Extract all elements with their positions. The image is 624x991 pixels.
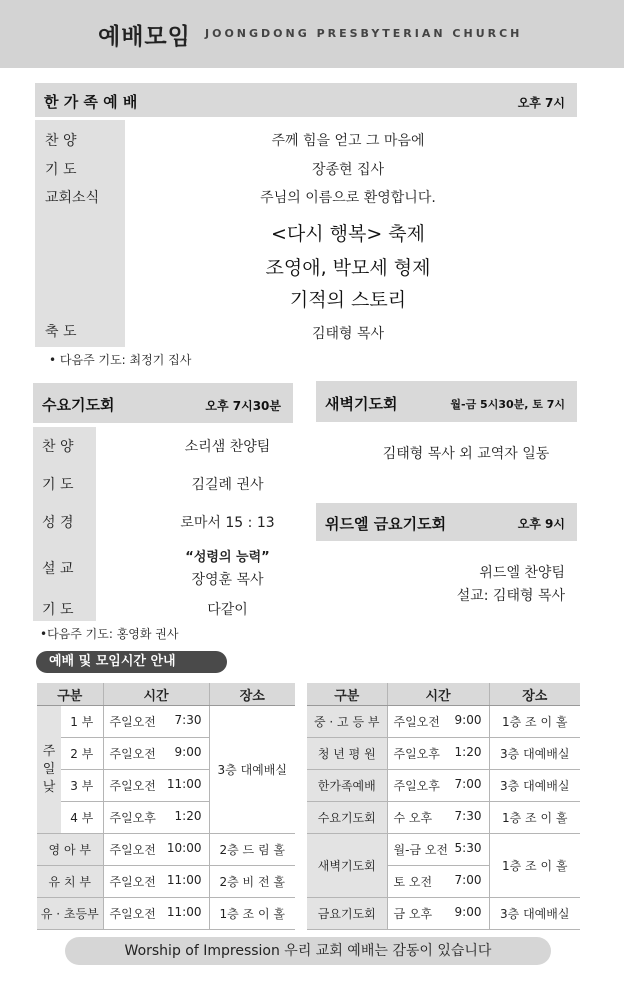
wednesday-sermon-title: “성령의 능력” (185, 550, 270, 565)
wednesday-prayer-2: 다같이 (207, 602, 248, 618)
dept-name: 영 아 부 (37, 834, 103, 866)
family-worship-title: 한 가 족 예 배 (44, 93, 138, 111)
table-header-row (37, 683, 295, 706)
dept-name: 유 치 부 (37, 866, 103, 898)
table-row (307, 738, 580, 770)
dept-name: 한가족예배 (307, 770, 387, 802)
table-row (307, 802, 580, 834)
family-label-column (35, 120, 125, 347)
dept-place: 2층 비 전 홀 (209, 866, 295, 898)
family-label-news: 교회소식 (45, 190, 100, 206)
dawn-prayer-leader: 김태형 목사 외 교역자 일동 (382, 446, 550, 462)
page-subtitle: JOONGDONG PRESBYTERIAN CHURCH (205, 27, 523, 40)
family-news: 주님의 이름으로 환영합니다. (260, 190, 436, 206)
table-row (37, 898, 295, 930)
dept-place: 3층 대예배실 (489, 738, 580, 770)
dept-place: 2층 드 림 홀 (209, 834, 295, 866)
dept-place: 1층 조 이 홀 (489, 706, 580, 738)
wednesday-prayer: 김길례 권사 (191, 477, 264, 493)
wednesday-label-scripture: 성 경 (42, 515, 74, 531)
sunday-part: 2 부 (61, 738, 103, 770)
family-worship-bar (35, 83, 577, 117)
page-header (0, 0, 624, 68)
friday-prayer-time: 오후 9시 (517, 517, 565, 531)
header-time: 시간 (103, 683, 209, 706)
dept-time: 주일오전 10:00 (103, 834, 209, 866)
sunday-time: 주일오전 9:00 (103, 738, 209, 770)
sunday-time: 주일오후 1:20 (103, 802, 209, 834)
dept-time: 수 오후 7:30 (387, 802, 489, 834)
dawn-prayer-time: 월-금 5시30분, 토 7시 (450, 398, 565, 411)
wednesday-label-hymn: 찬 양 (42, 439, 74, 455)
wednesday-label-prayer: 기 도 (42, 477, 74, 493)
schedule-table-right (307, 683, 580, 930)
wednesday-next-prayer-note: •다음주 기도: 홍영화 권사 (40, 627, 179, 641)
header-category: 구분 (307, 683, 387, 706)
friday-prayer-title: 위드엘 금요기도회 (325, 515, 447, 533)
family-next-prayer-note: • 다음주 기도: 최정기 집사 (49, 353, 192, 367)
dept-name: 수요기도회 (307, 802, 387, 834)
dept-name: 금요기도회 (307, 898, 387, 930)
dept-time: 금 오후 9:00 (387, 898, 489, 930)
dept-place: 1층 조 이 홀 (209, 898, 295, 930)
dawn-prayer-title: 새벽기도회 (325, 395, 398, 413)
dept-name: 청 년 평 원 (307, 738, 387, 770)
family-news-line-1: <다시 행복> 축제 (270, 223, 426, 245)
table-row (37, 866, 295, 898)
table-row (307, 770, 580, 802)
friday-preacher: 설교: 김태형 목사 (456, 588, 565, 604)
dept-time: 주일오전 11:00 (103, 866, 209, 898)
family-prayer: 장종현 집사 (311, 162, 385, 178)
footer-slogan: Worship of Impression 우리 교회 예배는 감동이 있습니다 (65, 937, 551, 965)
dawn-name: 새벽기도회 (307, 834, 387, 898)
wednesday-prayer-bar (33, 383, 293, 423)
dept-place: 1층 조 이 홀 (489, 802, 580, 834)
table-header-row (307, 683, 580, 706)
dawn-time-weekday: 월-금 오전 5:30 (387, 834, 489, 866)
sunday-time: 주일오전 7:30 (103, 706, 209, 738)
friday-praise-team: 위드엘 찬양팀 (479, 565, 565, 581)
header-place: 장소 (209, 683, 295, 706)
wednesday-label-sermon: 설 교 (42, 561, 74, 577)
header-time: 시간 (387, 683, 489, 706)
sunday-part: 3 부 (61, 770, 103, 802)
friday-prayer-bar (316, 503, 577, 541)
wednesday-hymn: 소리샘 찬양팀 (184, 439, 271, 455)
family-label-hymn: 찬 양 (45, 133, 77, 149)
dept-time: 주일오후 1:20 (387, 738, 489, 770)
dawn-place: 1층 조 이 홀 (489, 834, 580, 898)
sunday-place: 3층 대예배실 (209, 706, 295, 834)
family-hymn: 주께 힘을 얻고 그 마음에 (271, 133, 425, 149)
family-news-line-3: 기적의 스토리 (289, 289, 407, 311)
wednesday-sermon-preacher: 장영훈 목사 (191, 572, 264, 588)
table-row (37, 834, 295, 866)
sunday-time: 주일오전 11:00 (103, 770, 209, 802)
wednesday-prayer-title: 수요기도회 (42, 396, 115, 414)
dept-place: 3층 대예배실 (489, 770, 580, 802)
family-blessing: 김태형 목사 (311, 326, 385, 342)
family-label-prayer: 기 도 (45, 162, 77, 178)
dawn-prayer-bar (316, 381, 577, 422)
wednesday-label-prayer-2: 기 도 (42, 602, 74, 618)
dept-place: 3층 대예배실 (489, 898, 580, 930)
dept-time: 주일오전 11:00 (103, 898, 209, 930)
header-place: 장소 (489, 683, 580, 706)
dept-time: 주일오후 7:00 (387, 770, 489, 802)
wednesday-prayer-time: 오후 7시30분 (205, 399, 281, 413)
family-label-blessing: 축 도 (45, 324, 77, 340)
schedule-heading: 예배 및 모임시간 안내 (36, 651, 227, 673)
sunday-label: 주 일 낮 (37, 706, 61, 834)
schedule-table-left (37, 683, 295, 930)
table-row (307, 834, 580, 866)
family-news-line-2: 조영애, 박모세 형제 (265, 257, 431, 279)
table-row (307, 706, 580, 738)
header-category: 구분 (37, 683, 103, 706)
table-row (37, 706, 295, 738)
family-worship-time: 오후 7시 (517, 96, 565, 110)
dept-name: 유 · 초등부 (37, 898, 103, 930)
wednesday-scripture: 로마서 15 : 13 (180, 515, 275, 531)
page-title: 예배모임 (98, 24, 191, 50)
dept-name: 중 · 고 등 부 (307, 706, 387, 738)
dept-time: 주일오전 9:00 (387, 706, 489, 738)
dawn-time-saturday: 토 오전 7:00 (387, 866, 489, 898)
sunday-part: 1 부 (61, 706, 103, 738)
sunday-part: 4 부 (61, 802, 103, 834)
table-row (307, 898, 580, 930)
